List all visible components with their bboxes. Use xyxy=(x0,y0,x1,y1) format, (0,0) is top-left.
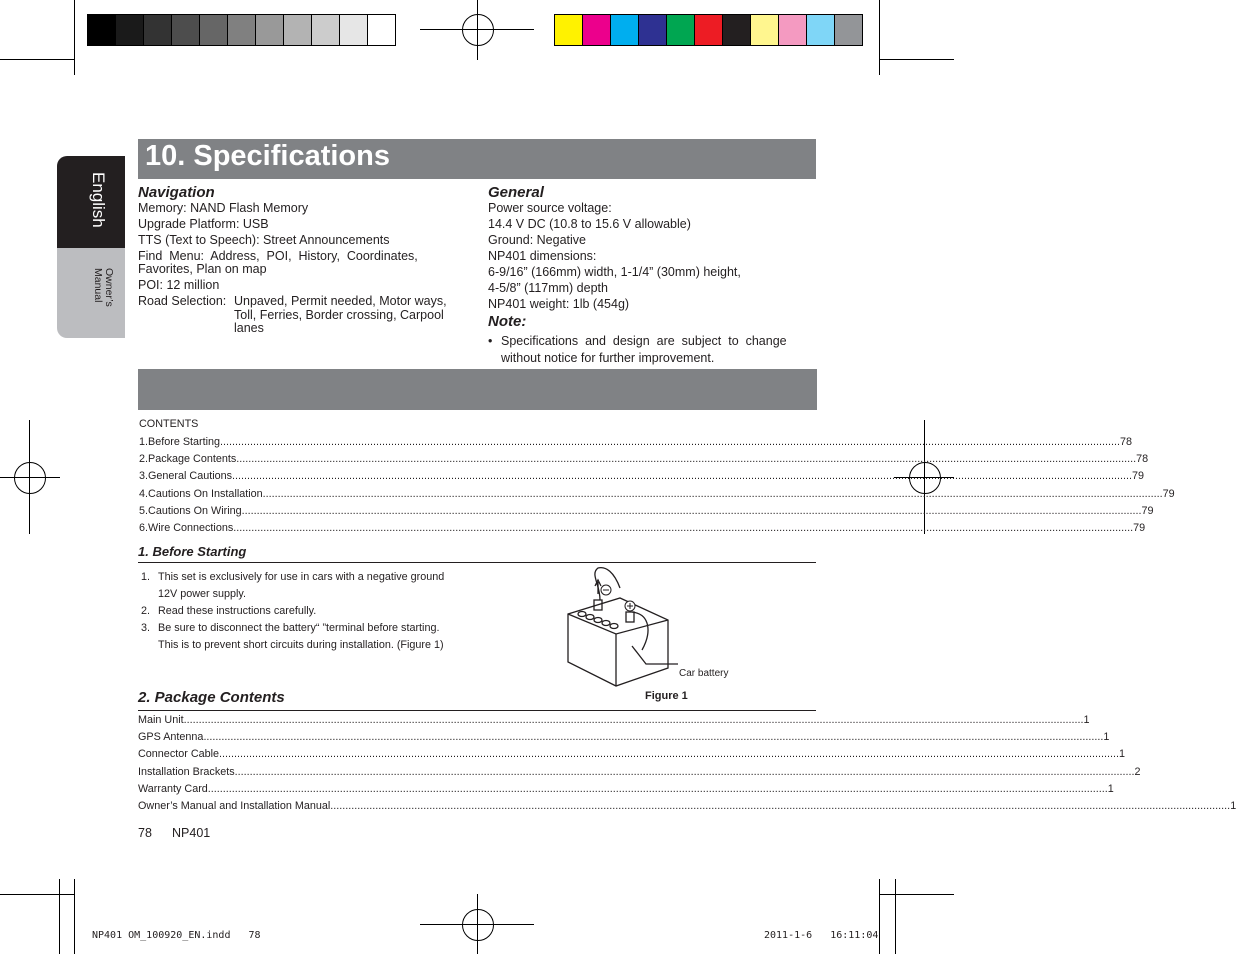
package-item-qty: 1 xyxy=(1103,731,1110,744)
spec-road-line2: Toll, Ferries, Border crossing, Carpool xyxy=(234,308,444,322)
color-swatch xyxy=(172,15,200,45)
contents-item-label: Wire Connections xyxy=(148,522,234,534)
spec-general-line: 14.4 V DC (10.8 to 15.6 V allowable) xyxy=(488,217,691,231)
contents-item-page: 78 xyxy=(1119,436,1132,448)
color-swatch xyxy=(751,15,779,45)
instruction-text: This set is exclusively for use in cars with a negative ground xyxy=(158,571,445,583)
contents-item-page: 79 xyxy=(1162,487,1175,500)
model-name: NP401 xyxy=(172,826,211,840)
contents-heading: CONTENTS xyxy=(139,418,199,430)
spec-find-menu-cont: Favorites, Plan on map xyxy=(138,262,267,276)
spec-upgrade: Upgrade Platform: USB xyxy=(138,217,269,231)
contents-item-number: 3. xyxy=(139,470,149,483)
leader-dots: ............................................................................................................................................................................................................................................................................................................ xyxy=(203,731,1104,744)
package-item-label: Warranty Card xyxy=(138,782,208,795)
section-banner xyxy=(138,369,817,410)
note-heading: Note: xyxy=(488,313,527,330)
grayscale-color-bar xyxy=(87,14,396,46)
contents-item-label: Package Contents xyxy=(148,453,237,466)
contents-item-label: Cautions On Wiring xyxy=(148,504,242,517)
manual-label: Owner’s Manual xyxy=(92,268,115,307)
spec-poi: POI: 12 million xyxy=(138,278,220,292)
color-swatch xyxy=(116,15,144,45)
package-item-label: GPS Antenna xyxy=(138,731,204,744)
package-item-qty: 1 xyxy=(1107,782,1114,795)
leader-dots: ............................................................................................................................................................................................................................................................................................................ xyxy=(233,522,1134,534)
package-item-qty: 1 xyxy=(1230,800,1236,812)
spec-memory: Memory: NAND Flash Memory xyxy=(138,201,309,215)
color-swatch xyxy=(835,15,862,45)
package-item-label: Connector Cable xyxy=(138,748,220,761)
spec-road-line3: lanes xyxy=(234,321,264,335)
color-swatch xyxy=(284,15,312,45)
package-item xyxy=(138,782,1114,795)
contents-item-page: 79 xyxy=(1131,470,1144,483)
contents-item-number: 2. xyxy=(139,453,149,466)
spec-tts: TTS (Text to Speech): Street Announcements xyxy=(138,233,390,247)
contents-item-number: 6. xyxy=(139,522,149,534)
package-item-label: Owner’s Manual and Installation Manual xyxy=(138,800,331,812)
spec-general-line: 6-9/16” (166mm) width, 1-1/4” (30mm) height, xyxy=(488,265,741,279)
before-starting-heading: 1. Before Starting xyxy=(138,544,247,559)
figure-callout: Car battery xyxy=(679,668,729,679)
spec-find-menu: Find Menu: Address, POI, History, Coordinates, xyxy=(138,249,418,263)
print-slug-timestamp: 2011-1-6 16:11:04 xyxy=(764,930,879,941)
spec-road-line1: Unpaved, Permit needed, Motor ways, xyxy=(234,294,447,308)
color-swatch xyxy=(312,15,340,45)
instruction-text: Be sure to disconnect the battery“ ”terminal before starting. xyxy=(158,622,440,634)
spec-general-line: NP401 weight: 1lb (454g) xyxy=(488,297,630,311)
contents-item-number: 5. xyxy=(139,504,149,517)
color-swatch xyxy=(200,15,228,45)
color-swatch xyxy=(144,15,172,45)
instruction-number: 3. xyxy=(141,622,151,634)
leader-dots: ............................................................................................................................................................................................................................................................................................................ xyxy=(183,714,1084,726)
color-swatch xyxy=(779,15,807,45)
package-item-qty: 2 xyxy=(1134,765,1141,778)
leader-dots: ............................................................................................................................................................................................................................................................................................................ xyxy=(236,453,1137,466)
leader-dots: ............................................................................................................................................................................................................................................................................................................ xyxy=(330,800,1231,812)
package-contents-heading: 2. Package Contents xyxy=(138,689,285,706)
leader-dots: ............................................................................................................................................................................................................................................................................................................ xyxy=(207,782,1108,795)
color-swatch xyxy=(611,15,639,45)
color-swatch xyxy=(807,15,835,45)
package-item xyxy=(138,714,1090,726)
package-item-qty: 1 xyxy=(1118,748,1125,761)
contents-item-page: 79 xyxy=(1141,504,1154,517)
contents-item xyxy=(139,522,1146,534)
package-item xyxy=(138,731,1110,744)
language-label: English xyxy=(89,172,108,228)
package-item-label: Main Unit xyxy=(138,714,184,726)
color-swatch xyxy=(555,15,583,45)
note-line2: without notice for further improvement. xyxy=(501,351,715,365)
leader-dots: ............................................................................................................................................................................................................................................................................................................ xyxy=(241,504,1142,517)
color-swatch xyxy=(368,15,395,45)
spec-general-line: Ground: Negative xyxy=(488,233,586,247)
color-swatch xyxy=(340,15,368,45)
contents-item xyxy=(139,470,1144,483)
color-swatch xyxy=(256,15,284,45)
spec-general-line: Power source voltage: xyxy=(488,201,612,215)
page-title: 10. Specifications xyxy=(145,140,390,172)
package-item-qty: 1 xyxy=(1083,714,1090,726)
spec-road-label: Road Selection: xyxy=(138,294,227,308)
leader-dots: ............................................................................................................................................................................................................................................................................................................ xyxy=(220,436,1120,448)
note-line1: Specifications and design are subject to change xyxy=(501,334,787,348)
spec-general-line: 4-5/8” (117mm) depth xyxy=(488,281,608,295)
leader-dots: ............................................................................................................................................................................................................................................................................................................ xyxy=(232,470,1132,483)
contents-item-label: Before Starting xyxy=(148,436,221,448)
instruction-text-cont: 12V power supply. xyxy=(158,588,247,600)
contents-item xyxy=(139,487,1175,500)
package-item xyxy=(138,748,1125,761)
package-item-label: Installation Brackets xyxy=(138,765,235,778)
instruction-number: 1. xyxy=(141,571,151,583)
leader-dots: ............................................................................................................................................................................................................................................................................................................ xyxy=(219,748,1119,761)
contents-item xyxy=(139,504,1154,517)
contents-item-page: 78 xyxy=(1136,453,1149,466)
spec-general-line: NP401 dimensions: xyxy=(488,249,597,263)
section-rule xyxy=(138,710,816,711)
instruction-text-cont: This is to prevent short circuits during installation. (Figure 1) xyxy=(158,639,444,651)
color-swatch xyxy=(667,15,695,45)
contents-item xyxy=(139,436,1132,448)
page-number: 78 xyxy=(138,826,152,840)
color-swatch xyxy=(639,15,667,45)
leader-dots: ............................................................................................................................................................................................................................................................................................................ xyxy=(234,765,1135,778)
contents-item xyxy=(139,453,1149,466)
navigation-heading: Navigation xyxy=(138,184,215,201)
leader-dots: ............................................................................................................................................................................................................................................................................................................ xyxy=(262,487,1163,500)
package-item xyxy=(138,765,1141,778)
bullet-icon: • xyxy=(488,334,493,348)
color-swatch xyxy=(228,15,256,45)
contents-item-label: General Cautions xyxy=(148,470,233,483)
color-swatch xyxy=(723,15,751,45)
color-swatch xyxy=(583,15,611,45)
figure-caption: Figure 1 xyxy=(645,690,688,702)
car-battery-figure xyxy=(560,562,740,690)
color-swatch xyxy=(88,15,116,45)
contents-item-label: Cautions On Installation xyxy=(148,487,263,500)
instruction-number: 2. xyxy=(141,605,151,617)
color-swatch xyxy=(695,15,723,45)
package-item xyxy=(138,800,1236,812)
instruction-text: Read these instructions carefully. xyxy=(158,605,317,617)
contents-item-page: 79 xyxy=(1133,522,1146,534)
contents-item-number: 1. xyxy=(139,436,149,448)
contents-item-number: 4. xyxy=(139,487,149,500)
general-heading: General xyxy=(488,184,544,201)
print-slug-file: NP401 OM_100920_EN.indd 78 xyxy=(92,930,261,941)
process-color-bar xyxy=(554,14,863,46)
